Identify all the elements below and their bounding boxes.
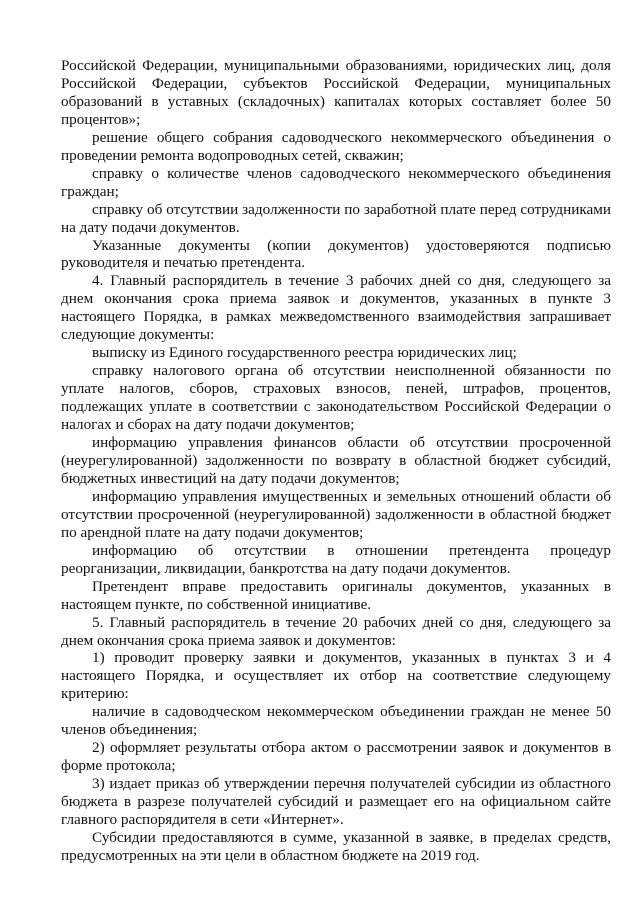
paragraph-list-item: информацию управления финансов области об отсутствии просроченной (неурегулированной) задолженности по возврату в областной бюджет субсидий, бюджетных инвестиций на дату подачи документов; — [61, 434, 611, 487]
paragraph-subclause-1: 1) проводит проверку заявки и документов, указанных в пунктах 3 и 4 настоящего Порядка, и осуществляет их отбор на соответствие следующему критерию: — [61, 649, 611, 703]
paragraph-list-item: решение общего собрания садоводческого некоммерческого объединения о проведении ремонта водопроводных сетей, скважин; — [61, 128, 611, 164]
paragraph-list-item: справку налогового органа об отсутствии неисполненной обязанности по уплате налогов, сборов, страховых взносов, пеней, штрафов, процентов, подлежащих уплате в соответствии с законодательством Российской Федерации о налогах и сборах на дату подачи документов; — [61, 362, 611, 434]
paragraph-list-item: информацию об отсутствии в отношении претендента процедур реорганизации, ликвидации, банкротства на дату подачи документов. — [61, 541, 611, 577]
paragraph-continuation: Российской Федерации, муниципальными образованиями, юридических лиц, доля Российской Федерации, субъектов Российской Федерации, муниципальных образований в уставных (складочных) капиталах которых составляет более 50 процентов»; — [61, 57, 611, 128]
paragraph-list-item: информацию управления имущественных и земельных отношений области об отсутствии просроченной (неурегулированной) задолженности в областной бюджет по арендной плате на дату подачи документов; — [61, 487, 611, 541]
paragraph-list-item: выписку из Единого государственного реестра юридических лиц; — [92, 344, 517, 362]
paragraph-clause-5: 5. Главный распорядитель в течение 20 рабочих дней со дня, следующего за днем окончания срока приема заявок и документов: — [61, 613, 611, 649]
paragraph-list-item: справку об отсутствии задолженности по заработной плате перед сотрудниками на дату подачи документов. — [61, 200, 611, 236]
paragraph-list-item: справку о количестве членов садоводческого некоммерческого объединения граждан; — [61, 164, 611, 200]
paragraph-subclause-3: 3) издает приказ об утверждении перечня получателей субсидии из областного бюджета в разрезе получателей субсидий и размещает его на официальном сайте главного распорядителя в сети «Интернет». — [61, 775, 611, 829]
paragraph: Субсидии предоставляются в сумме, указанной в заявке, в пределах средств, предусмотренных на эти цели в областном бюджете на 2019 год. — [61, 828, 611, 864]
document-page — [61, 57, 611, 865]
paragraph-clause-4: 4. Главный распорядитель в течение 3 рабочих дней со дня, следующего за днем окончания срока приема заявок и документов, указанных в пункте 3 настоящего Порядка, в рамках межведомственного взаимодействия запрашивает следующие документы: — [61, 272, 611, 344]
paragraph: Указанные документы (копии документов) удостоверяются подписью руководителя и печатью претендента. — [61, 236, 611, 272]
paragraph-subclause-2: 2) оформляет результаты отбора актом о рассмотрении заявок и документов в форме протокола; — [61, 739, 611, 775]
paragraph-list-item: наличие в садоводческом некоммерческом объединении граждан не менее 50 членов объединения; — [61, 703, 611, 739]
paragraph: Претендент вправе предоставить оригиналы документов, указанных в настоящем пункте, по собственной инициативе. — [61, 577, 611, 613]
